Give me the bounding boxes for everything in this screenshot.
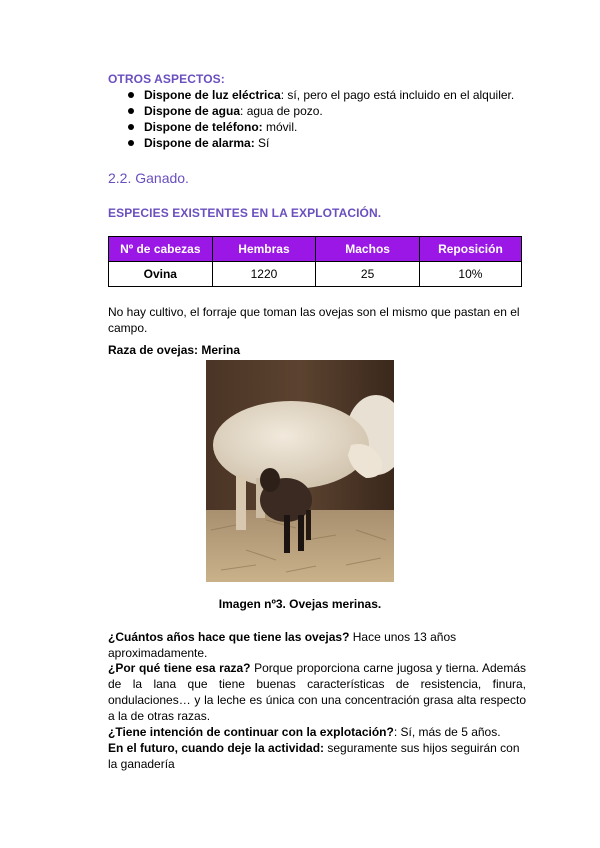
list-item: Dispone de alarma: Sí [126,135,514,151]
column-header: Hembras [212,237,316,262]
table-cell: 10% [419,262,521,287]
sheep-photo [206,360,394,582]
list-item: Dispone de agua: agua de pozo. [126,103,514,119]
especies-heading: ESPECIES EXISTENTES EN LA EXPLOTACIÓN. [108,206,382,220]
table-header-row [109,237,522,262]
qa-item: ¿Por qué tiene esa raza? Porque proporciona carne jugosa y tierna. Además de la lana que tiene buenas características de resistencia, finura, ondulaciones… y la leche es única con una concentración grasa alta respecto a la de otras razas. [108,661,526,723]
table-cell: 25 [316,262,420,287]
qa-item: ¿Cuántos años hace que tiene las ovejas? Hace unos 13 años aproximadamente. [108,630,457,660]
otros-aspectos-list [126,87,514,151]
livestock-table [108,236,522,287]
section-title: 2.2. Ganado. [108,170,189,186]
column-header: Nº de cabezas [109,237,213,262]
list-item: Dispone de teléfono: móvil. [126,119,514,135]
table-row [109,262,522,287]
otros-aspectos-heading: OTROS ASPECTOS: [108,72,225,86]
forraje-paragraph: No hay cultivo, el forraje que toman las ovejas son el mismo que pastan en el campo. [108,305,520,335]
table-cell: Ovina [109,262,213,287]
table-cell: 1220 [212,262,316,287]
qa-item: En el futuro, cuando deje la actividad: seguramente sus hijos seguirán con la ganadería [108,741,520,771]
list-item: Dispone de luz eléctrica: sí, pero el pago está incluido en el alquiler. [126,87,514,103]
qa-item: ¿Tiene intención de continuar con la explotación?: Sí, más de 5 años. [108,725,501,739]
sheep-image [206,360,394,582]
image-caption: Imagen nº3. Ovejas merinas. [218,597,382,611]
raza-label: Raza de ovejas: Merina [108,343,241,357]
column-header: Reposición [419,237,521,262]
column-header: Machos [316,237,420,262]
